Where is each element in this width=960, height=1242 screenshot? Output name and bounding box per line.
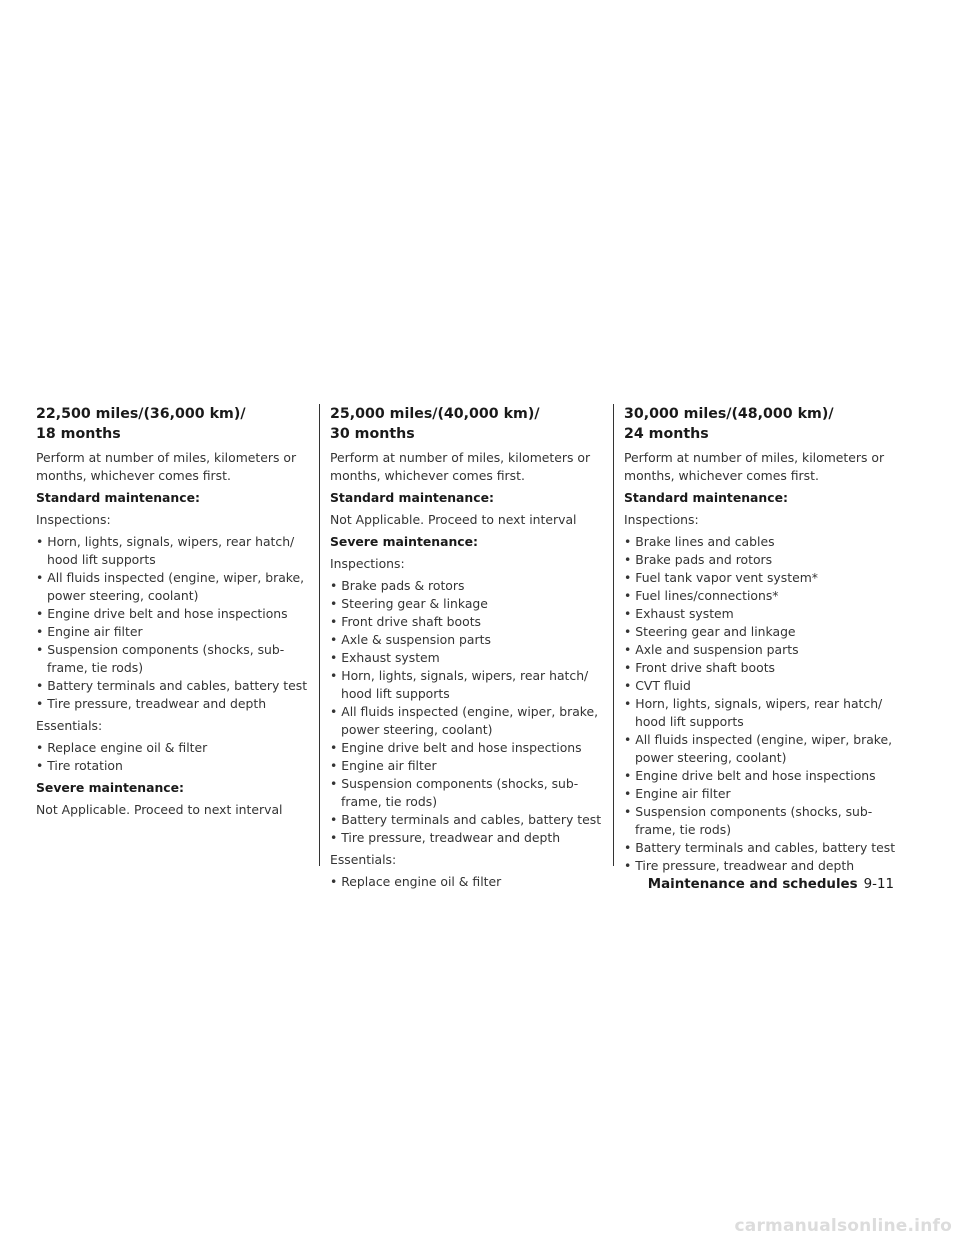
list-item: • Tire pressure, treadwear and depth (330, 830, 561, 845)
inspections-label: Inspections: (330, 556, 405, 571)
essentials-label: Essentials: (36, 718, 103, 733)
list-item: • Steering gear & linkage (330, 596, 488, 611)
severe-maintenance-text: Not Applicable. Proceed to next interval (36, 802, 283, 817)
standard-maintenance-label: Standard maintenance: (624, 490, 788, 505)
column-divider-2 (613, 404, 614, 866)
list-item: • Exhaust system (330, 650, 440, 665)
list-item: • Engine drive belt and hose inspections (330, 740, 582, 755)
interval-22500-column (36, 404, 310, 823)
list-item: • Engine air filter (624, 786, 731, 801)
severe-maintenance-label: Severe maintenance: (330, 534, 479, 549)
list-item: • Battery terminals and cables, battery test (36, 678, 308, 693)
watermark: carmanualsonline.info (734, 1216, 952, 1236)
list-item: • All fluids inspected (engine, wiper, brake, power steering, coolant) (624, 732, 893, 765)
list-item: • Suspension components (shocks, sub-frame, tie rods) (330, 776, 579, 809)
list-item: • Battery terminals and cables, battery test (330, 812, 602, 827)
column-divider-1 (319, 404, 320, 866)
essentials-list (36, 739, 310, 775)
list-item: • Tire pressure, treadwear and depth (624, 858, 855, 873)
inspections-label: Inspections: (36, 512, 111, 527)
inspections-label: Inspections: (624, 512, 699, 527)
list-item: • Replace engine oil & filter (36, 740, 208, 755)
list-item: • Suspension components (shocks, sub-frame, tie rods) (36, 642, 285, 675)
inspections-list (330, 577, 604, 847)
list-item: • Fuel lines/connections* (624, 588, 779, 603)
list-item: • All fluids inspected (engine, wiper, brake, power steering, coolant) (330, 704, 599, 737)
list-item: • Engine air filter (330, 758, 437, 773)
list-item: • Engine air filter (36, 624, 143, 639)
standard-maintenance-label: Standard maintenance: (36, 490, 200, 505)
essentials-label: Essentials: (330, 852, 397, 867)
page-footer (560, 877, 894, 892)
list-item: • Brake pads & rotors (330, 578, 465, 593)
list-item: • Engine drive belt and hose inspections (36, 606, 288, 621)
list-item: • All fluids inspected (engine, wiper, brake, power steering, coolant) (36, 570, 305, 603)
standard-maintenance-text: Not Applicable. Proceed to next interval (330, 512, 577, 527)
list-item: • Fuel tank vapor vent system* (624, 570, 818, 585)
severe-maintenance-label: Severe maintenance: (36, 780, 185, 795)
list-item: • Front drive shaft boots (624, 660, 776, 675)
inspections-list (36, 533, 310, 713)
page-number: 9-11 (863, 877, 894, 892)
intro-text: Perform at number of miles, kilometers or months, whichever comes first. (624, 450, 885, 483)
list-item: • Suspension components (shocks, sub-frame, tie rods) (624, 804, 873, 837)
interval-heading: 25,000 miles/(40,000 km)/ 30 months (330, 406, 540, 442)
interval-heading: 30,000 miles/(48,000 km)/ 24 months (624, 406, 834, 442)
list-item: • Horn, lights, signals, wipers, rear hatch/ hood lift supports (330, 668, 589, 701)
standard-maintenance-label: Standard maintenance: (330, 490, 494, 505)
list-item: • Horn, lights, signals, wipers, rear hatch/ hood lift supports (36, 534, 295, 567)
list-item: • Horn, lights, signals, wipers, rear hatch/ hood lift supports (624, 696, 883, 729)
list-item: • Steering gear and linkage (624, 624, 796, 639)
intro-text: Perform at number of miles, kilometers or months, whichever comes first. (36, 450, 297, 483)
intro-text: Perform at number of miles, kilometers or months, whichever comes first. (330, 450, 591, 483)
list-item: • Axle & suspension parts (330, 632, 491, 647)
interval-25000-column (330, 404, 604, 895)
list-item: • Front drive shaft boots (330, 614, 482, 629)
list-item: • Battery terminals and cables, battery test (624, 840, 896, 855)
inspections-list (624, 533, 898, 875)
list-item: • Replace engine oil & filter (330, 874, 502, 889)
list-item: • Exhaust system (624, 606, 734, 621)
list-item: • Tire rotation (36, 758, 123, 773)
list-item: • Tire pressure, treadwear and depth (36, 696, 267, 711)
interval-heading: 22,500 miles/(36,000 km)/ 18 months (36, 406, 246, 442)
list-item: • Brake lines and cables (624, 534, 775, 549)
interval-30000-column (624, 404, 898, 879)
section-title: Maintenance and schedules (647, 877, 858, 892)
list-item: • Brake pads and rotors (624, 552, 773, 567)
list-item: • Engine drive belt and hose inspections (624, 768, 876, 783)
list-item: • CVT fluid (624, 678, 691, 693)
list-item: • Axle and suspension parts (624, 642, 799, 657)
